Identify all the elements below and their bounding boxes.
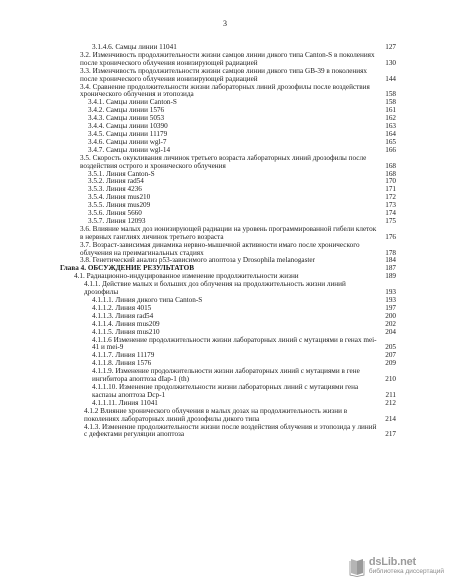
toc-entry-title: 4.1.1.7. Линия 11179 [92, 351, 155, 360]
toc-page-number: 165 [385, 137, 396, 146]
toc-page-number: 187 [385, 264, 396, 273]
toc-entry[interactable] [60, 155, 396, 171]
toc-entry-title: 4.1. Радиационно-индуцированное изменение продолжительности жизни [74, 272, 299, 281]
toc-page-number: 158 [385, 90, 396, 99]
dslib-watermark[interactable] [348, 556, 444, 578]
toc-entry-title: 3.4. Сравнение продолжительности жизни лабораторных линий дрозофилы после воздействия хронического облучения и этопозида [80, 82, 370, 99]
toc-entry-title: 3.7. Возраст-зависимая динамика нервно-мышечной активности имаго после хронического облучения на преимагинальных стадиях [80, 240, 360, 257]
toc-page-number: 168 [385, 161, 396, 170]
toc-entry-title: 3.4.2. Самцы линии 1576 [88, 106, 165, 115]
toc-page-number: 174 [385, 209, 396, 218]
toc-entry-title: 3.5.4. Линия mus210 [88, 193, 151, 202]
toc-page-number: 173 [385, 201, 396, 210]
toc-page-number: 164 [385, 129, 396, 138]
page-number: 3 [223, 19, 227, 28]
toc-entry-title: 3.5.5. Линия mus209 [88, 201, 151, 210]
toc-page-number: 202 [385, 319, 396, 328]
toc-entry[interactable] [60, 52, 396, 68]
toc-entry[interactable] [60, 408, 396, 424]
toc-page-number: 130 [385, 58, 396, 67]
toc-entry-title: 3.5.3. Линия 4236 [88, 185, 142, 194]
toc-page-number: 166 [385, 145, 396, 154]
toc-entry[interactable] [60, 84, 396, 100]
toc-entry-title: 4.1.1.2. Линия 4015 [92, 303, 152, 312]
toc-entry-title: 3.1.4.6. Самцы линии 11041 [92, 43, 177, 51]
toc-entry[interactable] [60, 242, 396, 258]
toc-entry-title: 3.4.1. Самцы линии Canton-S [88, 98, 177, 107]
toc-page-number: 193 [385, 296, 396, 304]
watermark-brand: dsLib.net [368, 556, 416, 568]
toc-entry-title: 4.1.1.9. Изменение продолжительности жизни лабораторных линий с мутациями в гене ингибитора апоптоза dIap-1 (th) [92, 367, 360, 384]
toc-page-number: 207 [385, 351, 396, 360]
toc-entry[interactable] [60, 384, 396, 400]
toc-entry-title: 3.4.3. Самцы линии 5053 [88, 114, 165, 123]
toc-entry-title: 3.5.2. Линия rad54 [88, 177, 144, 186]
toc-page-number: 168 [385, 169, 396, 178]
toc-entry[interactable] [60, 281, 396, 297]
toc-page-number: 212 [385, 398, 396, 407]
toc-page-number: 144 [385, 74, 396, 83]
toc-page-number: 193 [385, 288, 396, 297]
toc-entry-title: 3.2. Изменчивость продолжительности жизни самцов линии дикого типа Canton-S в поколениях после хронического облучения ионизирующей радиацией [80, 50, 375, 67]
toc-page-number: 209 [385, 359, 396, 368]
toc-entry-title: 4.1.1.6 Изменение продолжительности жизни лабораторных линий с мутациями в генах mei-41 и mei-9 [92, 335, 377, 352]
toc-entry[interactable] [60, 337, 396, 353]
toc-entry-title: 4.1.1.11. Линия 11041 [92, 398, 158, 407]
toc-entry-title: 4.1.2 Влияние хронического облучения в малых дозах на продолжительность жизни в поколениях лабораторных линий дрозофилы дикого типа [84, 406, 348, 423]
watermark-subtitle: библиотека диссертаций [368, 568, 444, 575]
toc-page-number: 189 [385, 272, 396, 281]
toc-page-number: 200 [385, 311, 396, 320]
toc-entry-title: 4.1.3. Изменение продолжительности жизни после воздействия облучения и этопозида у линий с дефектами регуляции апоптоза [84, 422, 377, 439]
toc-entry-title: 3.5.6. Линия 5660 [88, 209, 142, 218]
toc-page-number: 204 [385, 327, 396, 336]
toc-entry-title: 3.4.4. Самцы линии 10390 [88, 122, 168, 131]
toc-page-number: 178 [385, 248, 396, 257]
toc-page-number: 211 [385, 390, 396, 399]
toc-page-number: 217 [385, 430, 396, 439]
toc-page-number: 161 [385, 106, 396, 115]
toc-page-number: 163 [385, 122, 396, 131]
toc-page-number: 162 [385, 114, 396, 123]
toc-page-number: 172 [385, 193, 396, 202]
toc-entry-title: Глава 4. ОБСУЖДЕНИЕ РЕЗУЛЬТАТОВ [60, 264, 194, 273]
toc-entry-title: 4.1.1. Действие малых и больших доз облучения на продолжительность жизни линий дрозофилы [84, 280, 346, 297]
toc-entry-title: 3.4.7. Самцы линии wgl-14 [88, 145, 171, 154]
toc-entry-title: 3.5. Скорость окукливания личинок третьего возраста лабораторных линий дрозофилы после воздействия острого и хронического облучения [80, 153, 367, 170]
toc-entry-title: 3.3. Изменчивость продолжительности жизни самцов линии дикого типа GB-39 в поколениях после хронического облучения ионизирующей радиацией [80, 66, 367, 83]
toc-entry-title: 4.1.1.10. Изменение продолжительности жизни лабораторных линий с мутациями гена каспазы апоптоза Dcp-1 [92, 382, 359, 399]
toc-entry-title: 4.1.1.3. Линия rad54 [92, 311, 154, 320]
toc-entry-title: 3.5.7. Линия 12093 [88, 216, 146, 225]
toc-page-number: 171 [385, 185, 396, 194]
toc-entry-title: 3.4.6. Самцы линии wgl-7 [88, 137, 167, 146]
toc-page-number: 205 [385, 343, 396, 352]
toc-entry[interactable] [60, 368, 396, 384]
toc-entry-title: 4.1.1.4. Линия mus209 [92, 319, 160, 328]
toc-entry-title: 4.1.1.5. Линия mus210 [92, 327, 160, 336]
toc-entry-title: 3.8. Генетический анализ р53-зависимого апоптоза у Drosophila melanogaster [80, 256, 315, 265]
book-icon [348, 557, 366, 577]
toc-entry-title: 4.1.1.1. Линия дикого типа Canton-S [92, 296, 203, 304]
table-of-contents [60, 44, 396, 439]
toc-page-number: 127 [385, 43, 396, 51]
toc-entry[interactable] [60, 424, 396, 440]
toc-page-number: 158 [385, 98, 396, 107]
toc-entry-title: 3.4.5. Самцы линии 11179 [88, 129, 168, 138]
toc-page-number: 197 [385, 303, 396, 312]
toc-page-number: 170 [385, 177, 396, 186]
toc-page-number: 175 [385, 216, 396, 225]
toc-page-number: 214 [385, 414, 396, 423]
toc-entry[interactable] [60, 68, 396, 84]
toc-entry-title: 4.1.1.8. Линия 1576 [92, 359, 152, 368]
toc-page-number: 184 [385, 256, 396, 265]
toc-page-number: 176 [385, 232, 396, 241]
toc-entry[interactable] [60, 226, 396, 242]
toc-entry-title: 3.5.1. Линия Canton-S [88, 169, 155, 178]
toc-entry-title: 3.6. Влияние малых доз ионизирующей радиации на уровень программированной гибели клеток в нервных ганглиях личинок третьего возраста [80, 224, 377, 241]
toc-page-number: 210 [385, 375, 396, 384]
